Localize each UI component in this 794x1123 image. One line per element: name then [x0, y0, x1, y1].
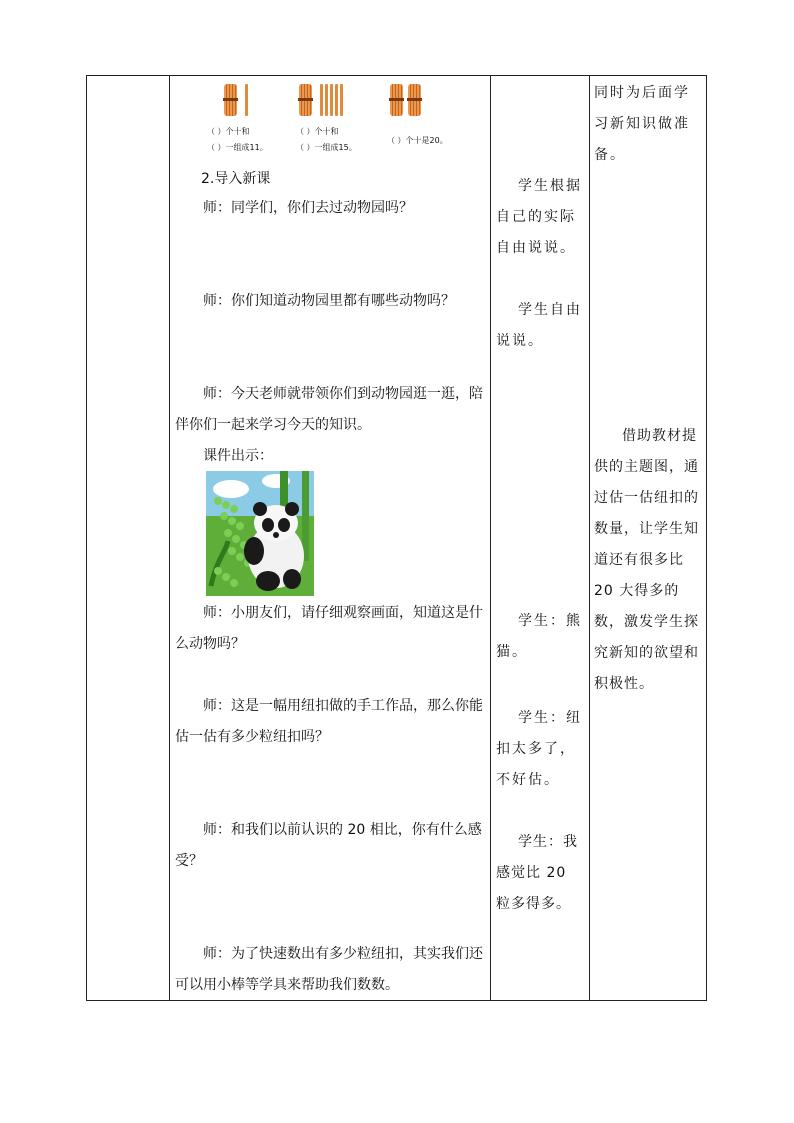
student-answer-3: 学生：熊猫。	[496, 613, 582, 660]
teacher-statement-3: 师：今天老师就带领你们到动物园逛一逛，陪伴你们一起来学习今天的知识。	[175, 386, 483, 433]
teacher-question-2: 师：你们知道动物园里都有哪些动物吗？	[203, 293, 455, 309]
teacher-question-6: 师：和我们以前认识的 20 相比，你有什么感受？	[175, 822, 482, 869]
teacher-statement-7: 师：为了快速数出有多少粒纽扣，其实我们还可以用小棒等学具来帮助我们数数。	[175, 946, 483, 993]
stick-icon	[335, 84, 338, 116]
student-answer-1: 学生根据自己的实际自由说说。	[496, 178, 582, 256]
student-answer-2: 学生自由说说。	[496, 302, 582, 349]
design-note-2: 借助教材提供的主题图，通过估一估纽扣的数量，让学生知道还有很多比 20 大得多的数，激发学生探究新知的欲望和积极性。	[594, 428, 699, 692]
teacher-question-4: 师：小朋友们，请仔细观察画面，知道这是什么动物吗？	[175, 605, 483, 652]
teacher-question-1: 师：同学们，你们去过动物园吗？	[203, 200, 413, 216]
stick-bundle-icon	[299, 84, 312, 116]
stick-bundle-group-20	[390, 84, 423, 118]
stick-icon	[330, 84, 333, 116]
sticks-label-1a: （ ）个十和	[207, 127, 250, 136]
sticks-label-2a: （ ）个十和	[296, 127, 339, 136]
stick-bundle-icon	[390, 84, 403, 116]
stick-bundle-group-11	[224, 84, 250, 118]
column-divider	[169, 76, 170, 1000]
sticks-label-3: （ ）个十是20。	[387, 136, 448, 145]
stick-icon	[325, 84, 328, 116]
teacher-question-5: 师：这是一幅用纽扣做的手工作品，那么你能估一估有多少粒纽扣吗？	[175, 698, 483, 745]
design-note-1: 同时为后面学习新知识做准备。	[594, 85, 690, 163]
sticks-label-1b: （ ）一组成11。	[207, 143, 268, 152]
column-divider	[490, 76, 491, 1000]
lesson-table	[86, 75, 707, 1001]
section-title: 2.导入新课	[201, 171, 271, 187]
student-answer-5: 学生：我感觉比 20 粒多得多。	[496, 834, 578, 912]
stick-icon	[320, 84, 323, 116]
stick-bundle-icon	[408, 84, 421, 116]
stick-icon	[340, 84, 343, 116]
panda-button-art-image	[206, 471, 314, 596]
stick-bundle-icon	[224, 84, 237, 116]
courseware-label: 课件出示：	[203, 448, 273, 464]
stick-icon	[245, 84, 248, 116]
sticks-label-2b: （ ）一组成15。	[296, 143, 357, 152]
student-answer-4: 学生：纽扣太多了，不好估。	[496, 710, 582, 788]
column-divider	[589, 76, 590, 1000]
stick-bundle-group-15	[299, 84, 345, 118]
